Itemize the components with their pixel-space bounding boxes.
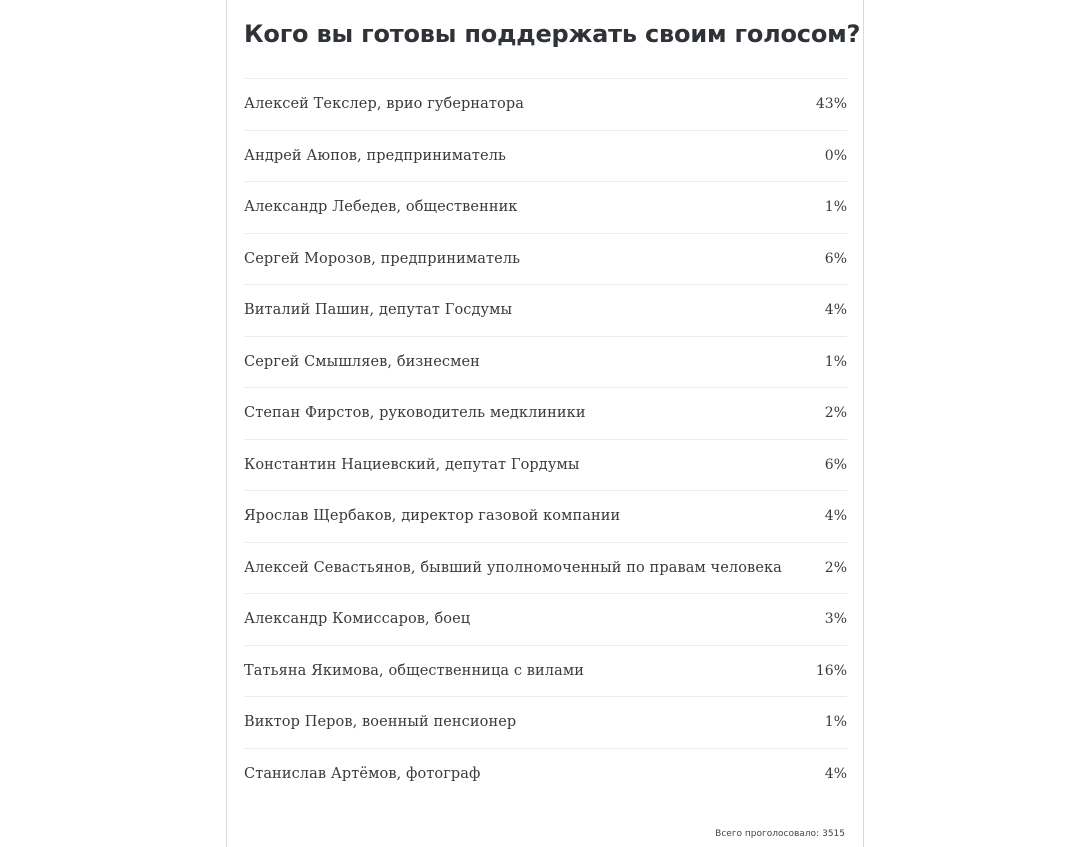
poll-title: Кого вы готовы поддержать своим голосом? (244, 20, 861, 48)
poll-option-percent: 3% (824, 611, 847, 628)
poll-card (226, 0, 864, 847)
poll-option-row[interactable] (244, 285, 847, 337)
poll-option-row[interactable] (244, 79, 847, 131)
poll-option-row[interactable] (244, 646, 847, 698)
poll-option-label: Степан Фирстов, руководитель медклиники (244, 405, 586, 422)
poll-option-percent: 4% (824, 302, 847, 319)
poll-option-percent: 1% (824, 353, 847, 370)
poll-option-percent: 1% (824, 199, 847, 216)
poll-option-label: Андрей Аюпов, предприниматель (244, 147, 507, 164)
poll-option-label: Сергей Смышляев, бизнесмен (244, 353, 480, 370)
poll-option-percent: 4% (824, 508, 847, 525)
poll-option-percent: 0% (824, 147, 847, 164)
poll-option-label: Сергей Морозов, предприниматель (244, 250, 521, 267)
poll-option-row[interactable] (244, 749, 847, 801)
poll-option-percent: 1% (824, 714, 847, 731)
poll-option-label: Алексей Текслер, врио губернатора (244, 96, 524, 113)
poll-option-row[interactable] (244, 594, 847, 646)
poll-option-label: Татьяна Якимова, общественница с вилами (244, 662, 585, 679)
poll-total-value: 3515 (822, 829, 845, 839)
poll-option-label: Виталий Пашин, депутат Госдумы (244, 302, 513, 319)
poll-option-row[interactable] (244, 182, 847, 234)
poll-option-label: Константин Нациевский, депутат Гордумы (244, 456, 580, 473)
poll-option-row[interactable] (244, 131, 847, 183)
poll-option-row[interactable] (244, 337, 847, 389)
poll-option-percent: 2% (824, 405, 847, 422)
poll-option-row[interactable] (244, 234, 847, 286)
poll-option-label: Ярослав Щербаков, директор газовой компании (244, 508, 621, 525)
poll-option-row[interactable] (244, 543, 847, 595)
poll-option-percent: 4% (824, 766, 847, 783)
poll-option-row[interactable] (244, 388, 847, 440)
poll-option-percent: 43% (815, 96, 847, 113)
poll-total-label: Всего проголосовало: (715, 829, 820, 839)
poll-option-row[interactable] (244, 440, 847, 492)
poll-option-percent: 6% (824, 456, 847, 473)
poll-option-row[interactable] (244, 697, 847, 749)
poll-option-percent: 16% (815, 662, 847, 679)
poll-option-percent: 6% (824, 250, 847, 267)
poll-option-label: Станислав Артёмов, фотограф (244, 766, 481, 783)
poll-option-label: Виктор Перов, военный пенсионер (244, 714, 517, 731)
poll-option-row[interactable] (244, 491, 847, 543)
poll-option-label: Александр Лебедев, общественник (244, 199, 518, 216)
poll-option-label: Александр Комиссаров, боец (244, 611, 471, 628)
poll-options-list (244, 78, 847, 800)
poll-option-percent: 2% (824, 559, 847, 576)
poll-option-label: Алексей Севастьянов, бывший уполномоченный по правам человека (244, 559, 782, 576)
poll-total-votes (715, 829, 845, 839)
